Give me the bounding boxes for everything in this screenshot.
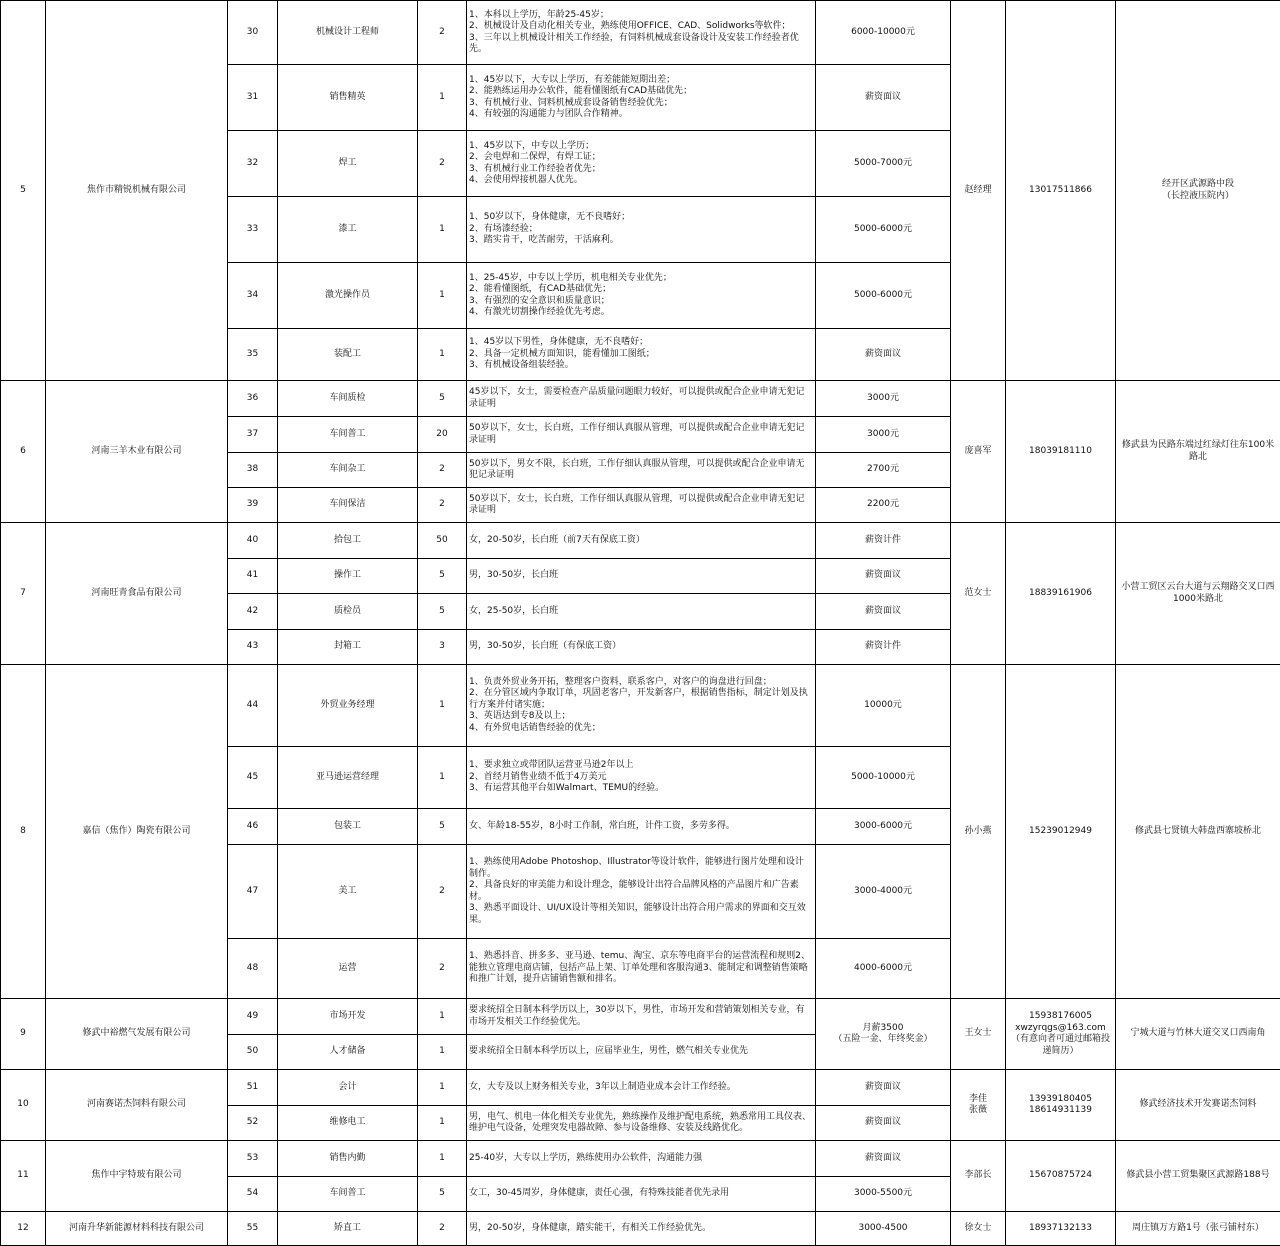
contact-person: 徐女士 [951,1212,1006,1246]
company-address: 修武县为民路东端过红绿灯往东100米路北 [1116,381,1280,523]
job-requirements: 1、45岁以下，中专以上学历； 2、会电焊和二保焊，有焊工证； 3、有机械行业工作经验者优先； 4、会使用焊接机器人优先。 [467,131,816,197]
job-count: 2 [418,453,467,488]
job-count: 1 [418,1035,467,1070]
job-count: 2 [418,1212,467,1246]
job-title: 销售内勤 [278,1141,418,1177]
job-requirements: 1、要求独立或带团队运营亚马逊2年以上 2、首经月销售业绩不低于4万美元 3、有运营其他平台如Walmart、TEMU的经验。 [467,747,816,809]
job-title: 车间普工 [278,1177,418,1212]
job-id: 45 [228,747,278,809]
job-title: 包装工 [278,809,418,845]
contact-person: 庞喜军 [951,381,1006,523]
job-id: 30 [228,1,278,65]
job-count: 1 [418,665,467,747]
job-salary: 6000-10000元 [816,1,951,65]
job-title: 车间杂工 [278,453,418,488]
company-address: 修武县小营工贸集聚区武源路188号 [1116,1141,1280,1212]
job-salary: 薪资面议 [816,1070,951,1106]
job-salary: 4000-6000元 [816,939,951,999]
job-salary: 2200元 [816,488,951,523]
job-title: 激光操作员 [278,263,418,329]
company-name: 修武中裕燃气发展有限公司 [46,999,228,1070]
job-id: 36 [228,381,278,417]
company-name: 焦作中宇特玻有限公司 [46,1141,228,1212]
company-number: 11 [1,1141,46,1212]
job-salary: 薪资面议 [816,1106,951,1141]
contact-person: 李部长 [951,1141,1006,1212]
job-count: 2 [418,131,467,197]
company-name: 嘉信（焦作）陶瓷有限公司 [46,665,228,999]
job-requirements: 1、25-45岁，中专以上学历，机电相关专业优先； 2、能看懂图纸，有CAD基础优先； 3、有强烈的安全意识和质量意识； 4、有激光切割操作经验优先考虑。 [467,263,816,329]
contact-person: 赵经理 [951,1,1006,381]
job-salary: 5000-7000元 [816,131,951,197]
job-title: 装配工 [278,329,418,381]
job-title: 质检员 [278,594,418,630]
job-id: 54 [228,1177,278,1212]
job-salary: 10000元 [816,665,951,747]
job-id: 33 [228,197,278,263]
job-salary: 3000-4000元 [816,845,951,939]
job-requirements: 45岁以下，女士，需要检查产品质量问题眼力较好，可以提供或配合企业申请无犯记录证明 [467,381,816,417]
job-count: 5 [418,559,467,594]
job-requirements: 男，30-50岁，长白班（有保底工资） [467,630,816,665]
company-name: 河南赛诺杰饲料有限公司 [46,1070,228,1141]
job-salary: 3000-4500 [816,1212,951,1246]
job-title: 会计 [278,1070,418,1106]
job-title: 封箱工 [278,630,418,665]
job-count: 1 [418,1070,467,1106]
job-requirements: 1、50岁以下，身体健康，无不良嗜好； 2、有场漆经验； 3、踏实肯干，吃苦耐劳，干活麻利。 [467,197,816,263]
job-requirements: 50岁以下，女士，长白班，工作仔细认真服从管理，可以提供或配合企业申请无犯记录证明 [467,488,816,523]
contact-phone: 15938176005 xwzyrqgs@163.com（有意向者可通过邮箱投递简历） [1006,999,1116,1070]
job-title: 焊工 [278,131,418,197]
contact-phone: 13017511866 [1006,1,1116,381]
company-address: 修武经济技术开发赛诺杰饲料 [1116,1070,1280,1141]
job-requirements: 1、本科以上学历，年龄25-45岁； 2、机械设计及自动化相关专业，熟练使用OFFICE、CAD、Solidworks等软件； 3、三年以上机械设计相关工作经验，有饲料机械成套设备设计及安装工作经验者优先。 [467,1,816,65]
company-number: 6 [1,381,46,523]
job-count: 2 [418,939,467,999]
company-address: 宁城大道与竹林大道交叉口西南角 [1116,999,1280,1070]
job-title: 车间质检 [278,381,418,417]
job-salary: 5000-6000元 [816,263,951,329]
job-title: 外贸业务经理 [278,665,418,747]
job-salary: 薪资面议 [816,65,951,131]
job-requirements: 男，30-50岁，长白班 [467,559,816,594]
job-count: 1 [418,999,467,1035]
job-id: 38 [228,453,278,488]
contact-phone: 18039181110 [1006,381,1116,523]
table-row [1,1141,1280,1177]
table-row [1,1070,1280,1106]
job-id: 31 [228,65,278,131]
job-salary: 5000-10000元 [816,747,951,809]
job-salary: 3000元 [816,381,951,417]
job-title: 销售精英 [278,65,418,131]
job-title: 人才储备 [278,1035,418,1070]
contact-person: 李佳 张薇 [951,1070,1006,1141]
job-id: 32 [228,131,278,197]
table-row [1,523,1280,559]
job-id: 35 [228,329,278,381]
job-title: 市场开发 [278,999,418,1035]
job-id: 34 [228,263,278,329]
company-name: 河南三羊木业有限公司 [46,381,228,523]
job-requirements: 要求统招全日制本科学历以上，应届毕业生，男性，燃气相关专业优先 [467,1035,816,1070]
table-row [1,381,1280,417]
job-id: 51 [228,1070,278,1106]
job-requirements: 1、45岁以下，大专以上学历，有差能能短期出差； 2、能熟练运用办公软件，能看懂图纸有CAD基础优先； 3、有机械行业、饲料机械成套设备销售经验优先； 4、有较强的沟通能力与团队合作精神。 [467,65,816,131]
job-requirements: 1、45岁以下男性，身体健康，无不良嗜好； 2、具备一定机械方面知识，能看懂加工图纸； 3、有机械设备组装经验。 [467,329,816,381]
contact-person: 孙小燕 [951,665,1006,999]
job-count: 1 [418,1106,467,1141]
job-requirements: 要求统招全日制本科学历以上，30岁以下，男性，市场开发和营销策划相关专业，有市场开发相关工作经验优先。 [467,999,816,1035]
job-count: 1 [418,197,467,263]
contact-phone: 15670875724 [1006,1141,1116,1212]
job-requirements: 女、年龄18-55岁，8小时工作制，常白班，计件工资，多劳多得。 [467,809,816,845]
company-number: 10 [1,1070,46,1141]
job-title: 拾包工 [278,523,418,559]
job-salary: 薪资计件 [816,630,951,665]
job-salary: 薪资面议 [816,329,951,381]
job-id: 37 [228,417,278,453]
job-id: 49 [228,999,278,1035]
contact-phone: 15239012949 [1006,665,1116,999]
job-title: 亚马逊运营经理 [278,747,418,809]
job-requirements: 1、负责外贸业务开拓，整理客户资料，联系客户，对客户的询盘进行回盘； 2、在分管区域内争取订单，巩固老客户，开发新客户，根据销售指标，制定计划及执行方案并付诸实施； 3、英语达到专8及以上； 4、有外贸电话销售经验的优先； [467,665,816,747]
contact-person: 王女士 [951,999,1006,1070]
job-salary: 薪资计件 [816,523,951,559]
job-count: 1 [418,329,467,381]
job-requirements: 50岁以下，女士，长白班，工作仔细认真服从管理，可以提供或配合企业申请无犯记录证明 [467,417,816,453]
job-count: 5 [418,381,467,417]
job-title: 运营 [278,939,418,999]
job-salary: 3000-5500元 [816,1177,951,1212]
contact-phone: 18839161906 [1006,523,1116,665]
job-salary: 5000-6000元 [816,197,951,263]
company-number: 9 [1,999,46,1070]
job-title: 车间保洁 [278,488,418,523]
job-id: 39 [228,488,278,523]
company-address: 经开区武源路中段 （长控液压院内） [1116,1,1280,381]
job-requirements: 1、熟练使用Adobe Photoshop、Illustrator等设计软件，能够进行图片处理和设计制作。 2、具备良好的审美能力和设计理念，能够设计出符合品牌风格的产品图片和广告素材。 3、熟悉平面设计、UI/UX设计等相关知识，能够设计出符合用户需求的界面和交互效果。 [467,845,816,939]
job-count: 5 [418,594,467,630]
job-salary: 3000元 [816,417,951,453]
job-id: 50 [228,1035,278,1070]
job-title: 车间普工 [278,417,418,453]
job-id: 43 [228,630,278,665]
job-title: 机械设计工程师 [278,1,418,65]
job-requirements: 1、熟悉抖音、拼多多、亚马逊、temu、淘宝、京东等电商平台的运营流程和规则2、能独立管理电商店铺，包括产品上架、订单处理和客服沟通3、能制定和调整销售策略和推广计划，提升店铺销售额和排名。 [467,939,816,999]
company-number: 12 [1,1212,46,1246]
job-count: 1 [418,263,467,329]
job-count: 5 [418,809,467,845]
job-count: 50 [418,523,467,559]
table-row [1,1212,1280,1246]
job-id: 41 [228,559,278,594]
job-salary: 3000-6000元 [816,809,951,845]
job-salary: 2700元 [816,453,951,488]
job-salary: 月薪3500 （五险一金、年终奖金） [816,999,951,1070]
company-name: 河南升华新能源材料科技有限公司 [46,1212,228,1246]
job-requirements: 50岁以下，男女不限，长白班，工作仔细认真服从管理，可以提供或配合企业申请无犯记录证明 [467,453,816,488]
job-title: 维修电工 [278,1106,418,1141]
job-requirements: 女工，30-45周岁，身体健康，责任心强，有特殊技能者优先录用 [467,1177,816,1212]
job-title: 漆工 [278,197,418,263]
job-count: 2 [418,488,467,523]
contact-phone: 13939180405 18614931139 [1006,1070,1116,1141]
job-count: 3 [418,630,467,665]
job-id: 48 [228,939,278,999]
job-count: 1 [418,1141,467,1177]
job-requirements: 25-40岁，大专以上学历，熟练使用办公软件，沟通能力强 [467,1141,816,1177]
job-requirements: 女，20-50岁，长白班（前7天有保底工资） [467,523,816,559]
job-id: 47 [228,845,278,939]
job-title: 操作工 [278,559,418,594]
contact-phone: 18937132133 [1006,1212,1116,1246]
job-id: 55 [228,1212,278,1246]
job-id: 53 [228,1141,278,1177]
table-row [1,999,1280,1035]
company-name: 焦作市精锐机械有限公司 [46,1,228,381]
job-salary: 薪资面议 [816,559,951,594]
contact-person: 范女士 [951,523,1006,665]
company-number: 5 [1,1,46,381]
job-id: 40 [228,523,278,559]
job-count: 5 [418,1177,467,1212]
table-row [1,1,1280,65]
job-requirements: 女，大专及以上财务相关专业，3年以上制造业成本会计工作经验。 [467,1070,816,1106]
job-requirements: 男，20-50岁，身体健康，踏实能干，有相关工作经验优先。 [467,1212,816,1246]
company-address: 周庄镇万方路1号（张弓铺村东） [1116,1212,1280,1246]
job-count: 2 [418,1,467,65]
job-requirements: 女，25-50岁，长白班 [467,594,816,630]
job-id: 46 [228,809,278,845]
job-count: 1 [418,747,467,809]
company-address: 小营工贸区云台大道与云翔路交叉口西1000米路北 [1116,523,1280,665]
company-address: 修武县七贤镇大韩盘西寨坡桥北 [1116,665,1280,999]
job-salary: 薪资面议 [816,1141,951,1177]
job-title: 矫直工 [278,1212,418,1246]
company-number: 7 [1,523,46,665]
job-count: 20 [418,417,467,453]
job-count: 2 [418,845,467,939]
job-id: 42 [228,594,278,630]
job-id: 44 [228,665,278,747]
company-number: 8 [1,665,46,999]
company-name: 河南旺青食品有限公司 [46,523,228,665]
job-salary: 薪资面议 [816,594,951,630]
job-title: 美工 [278,845,418,939]
job-id: 52 [228,1106,278,1141]
job-requirements: 男，电气、机电一体化相关专业优先，熟练操作及维护配电系统，熟悉常用工具仪表、维护电气设备，处理突发电器故障、参与设备维修、安装及线路优化。 [467,1106,816,1141]
table-row [1,665,1280,747]
job-count: 1 [418,65,467,131]
